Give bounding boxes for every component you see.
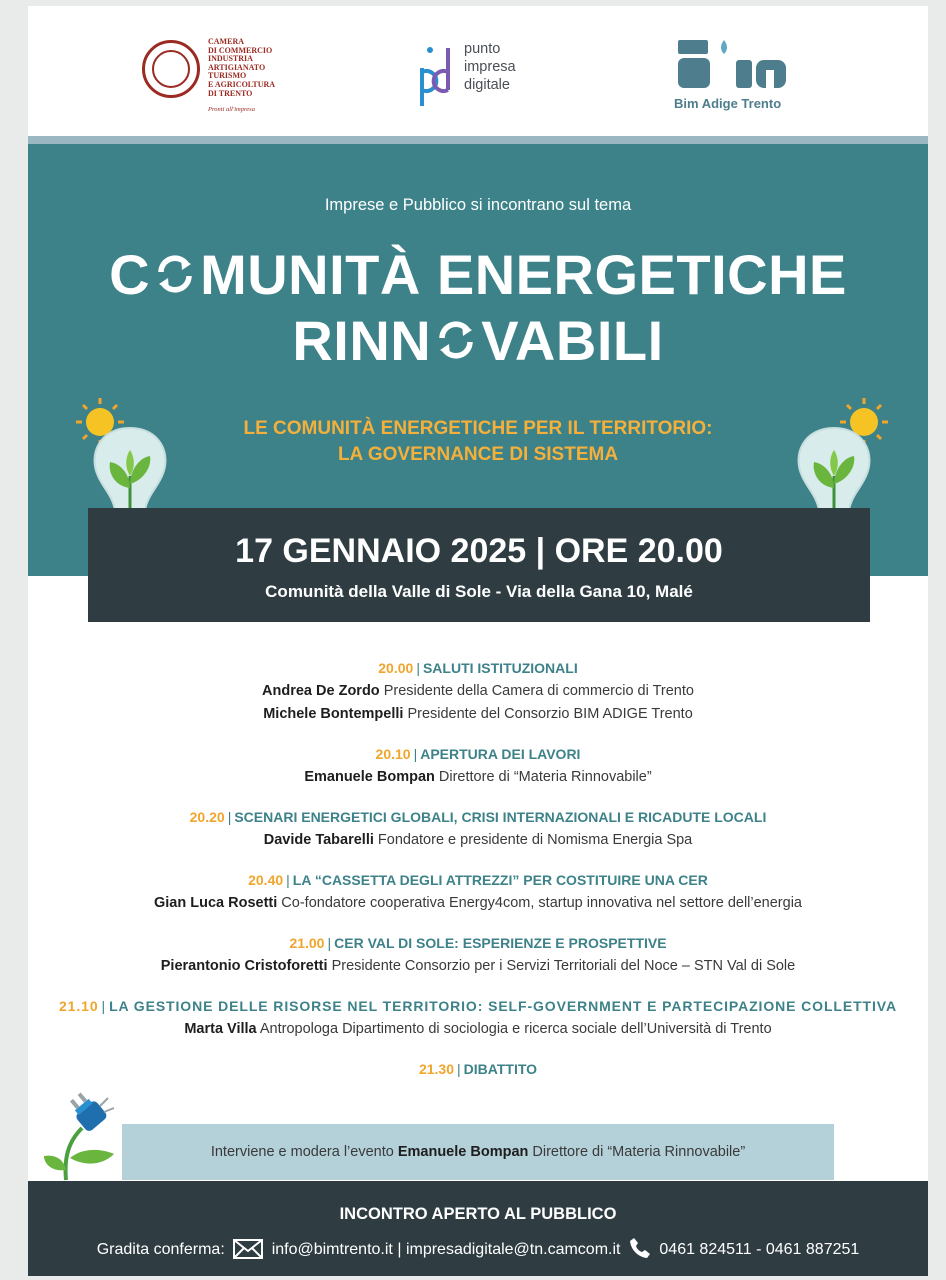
slot-time: 20.20 [189, 809, 225, 825]
slot-title: CER VAL DI SOLE: ESPERIENZE E PROSPETTIVE [334, 935, 667, 951]
speaker-role: Fondatore e presidente di Nomisma Energia Spa [377, 832, 693, 848]
speaker [28, 1018, 928, 1041]
event-venue: Comunità della Valle di Sole - Via della Gana 10, Malé [265, 582, 693, 601]
speaker-role: Presidente del Consorzio BIM ADIGE Trento [407, 706, 693, 722]
slot-time: 20.40 [248, 872, 284, 888]
slot-time: 20.10 [375, 746, 411, 762]
speaker-role: Direttore di “Materia Rinnovabile” [438, 769, 652, 785]
slot-time: 21.00 [289, 935, 325, 951]
footer-contacts [28, 1237, 928, 1259]
footer [28, 1181, 928, 1276]
slot-heading: 21.30 | DIBATTITO [418, 1061, 538, 1077]
slot-title: APERTURA DEI LAVORI [420, 746, 581, 762]
header-divider [28, 136, 928, 144]
slot-time: 21.30 [418, 1061, 455, 1077]
speaker [28, 955, 928, 978]
punto-impresa-digitale-logo [416, 38, 546, 118]
speaker-name: Gian Luca Rosetti [153, 895, 278, 911]
bim-mark-icon [674, 36, 794, 94]
chamber-seal-icon [142, 40, 200, 98]
email-link[interactable]: impresadigitale@tn.camcom.it [405, 1241, 621, 1258]
moderator-name: Emanuele Bompan [397, 1144, 529, 1160]
slot-title: LA “CASSETTA DEGLI ATTREZZI” PER COSTITUIRE UNA CER [292, 872, 708, 888]
slot-heading: 21.10 | LA GESTIONE DELLE RISORSE NEL TERRITORIO: SELF-GOVERNMENT E PARTECIPAZIONE COLLETTIVA [58, 998, 898, 1014]
program-slot [28, 868, 928, 915]
recycle-icon [432, 316, 480, 364]
date-venue-box [88, 508, 870, 622]
slot-title: DIBATTITO [463, 1061, 538, 1077]
program-slot [28, 931, 928, 978]
speaker-name: Marta Villa [184, 1021, 257, 1037]
email-link[interactable]: info@bimtrento.it [271, 1241, 393, 1258]
slot-title: SCENARI ENERGETICI GLOBALI, CRISI INTERNAZIONALI E RICADUTE LOCALI [234, 809, 767, 825]
slot-time: 21.10 [58, 998, 99, 1014]
slot-heading: 21.00 | CER VAL DI SOLE: ESPERIENZE E PROSPETTIVE [289, 935, 667, 951]
slot-heading: 20.40 | LA “CASSETTA DEGLI ATTREZZI” PER COSTITUIRE UNA CER [248, 872, 708, 888]
moderator-role: Direttore di “Materia Rinnovabile” [532, 1144, 746, 1160]
speaker-name: Pierantonio Cristoforetti [160, 958, 328, 974]
speaker [28, 703, 928, 726]
chamber-motto: Pronti all'impresa [208, 106, 255, 113]
program-list [28, 656, 928, 1097]
slot-heading: 20.20 | SCENARI ENERGETICI GLOBALI, CRISI INTERNAZIONALI E RICADUTE LOCALI [189, 809, 767, 825]
speaker-name: Andrea De Zordo [262, 683, 380, 699]
title-text: RINN [292, 309, 432, 372]
logo-header [28, 6, 928, 136]
mail-icon [233, 1239, 263, 1259]
speaker [28, 892, 928, 915]
speaker-name: Davide Tabarelli [263, 832, 374, 848]
speaker-role: Co-fondatore cooperativa Energy4com, startup innovativa nel settore dell’energia [281, 895, 802, 911]
title-text: C [109, 243, 151, 306]
bim-adige-trento-logo [674, 36, 794, 121]
hero-kicker: Imprese e Pubblico si incontrano sul tema [324, 196, 632, 214]
title-text: VABILI [481, 309, 664, 372]
program-slot [28, 994, 928, 1041]
title-text: MUNITÀ ENERGETICHE [200, 243, 847, 306]
event-date-time: 17 GENNAIO 2025 | ORE 20.00 [235, 532, 723, 570]
speaker-role: Presidente della Camera di commercio di Trento [383, 683, 694, 699]
slot-time: 20.00 [378, 660, 414, 676]
bim-logo-text: Bim Adige Trento [674, 96, 782, 111]
recycle-icon [151, 250, 199, 298]
speaker [28, 680, 928, 703]
hero-title-line-1 [28, 242, 928, 307]
speaker [28, 829, 928, 852]
footer-title: INCONTRO APERTO AL PUBBLICO [339, 1205, 617, 1223]
confirm-label: Gradita conferma: [96, 1241, 225, 1258]
moderator-prefix: Interviene e modera l’evento [210, 1144, 394, 1160]
contact-separator: | [397, 1241, 402, 1258]
slot-heading: 20.00 | SALUTI ISTITUZIONALI [378, 660, 578, 676]
moderator-banner [122, 1124, 834, 1180]
phone-numbers[interactable]: 0461 824511 - 0461 887251 [659, 1241, 860, 1258]
slot-heading: 20.10 | APERTURA DEI LAVORI [375, 746, 581, 762]
hero-title-line-2 [28, 308, 928, 373]
pid-logo-text: punto impresa digitale [464, 41, 516, 93]
hero-subtitle: LE COMUNITÀ ENERGETICHE PER IL TERRITORIO: LA GOVERNANCE DI SISTEMA [243, 418, 713, 465]
chamber-of-commerce-logo [142, 38, 282, 118]
pid-mark-icon [416, 42, 456, 108]
plug-plant-icon [42, 1092, 122, 1182]
phone-icon [629, 1237, 651, 1259]
slot-title: SALUTI ISTITUZIONALI [422, 660, 578, 676]
slot-title: LA GESTIONE DELLE RISORSE NEL TERRITORIO: SELF-GOVERNMENT E PARTECIPAZIONE COLLETTIVA [109, 998, 898, 1014]
program-slot [28, 1057, 928, 1081]
event-poster [28, 6, 928, 1276]
speaker-role: Antropologa Dipartimento di sociologia e ricerca sociale dell’Università di Trento [259, 1021, 772, 1037]
program-slot [28, 742, 928, 789]
program-slot [28, 805, 928, 852]
program-slot [28, 656, 928, 726]
speaker-name: Emanuele Bompan [304, 769, 435, 785]
speaker [28, 766, 928, 789]
speaker-name: Michele Bontempelli [263, 706, 404, 722]
speaker-role: Presidente Consorzio per i Servizi Territoriali del Noce – STN Val di Sole [331, 958, 796, 974]
chamber-logo-text: CAMERA DI COMMERCIO INDUSTRIA ARTIGIANATO TURISMO E AGRICOLTURA DI TRENTO [208, 37, 276, 98]
